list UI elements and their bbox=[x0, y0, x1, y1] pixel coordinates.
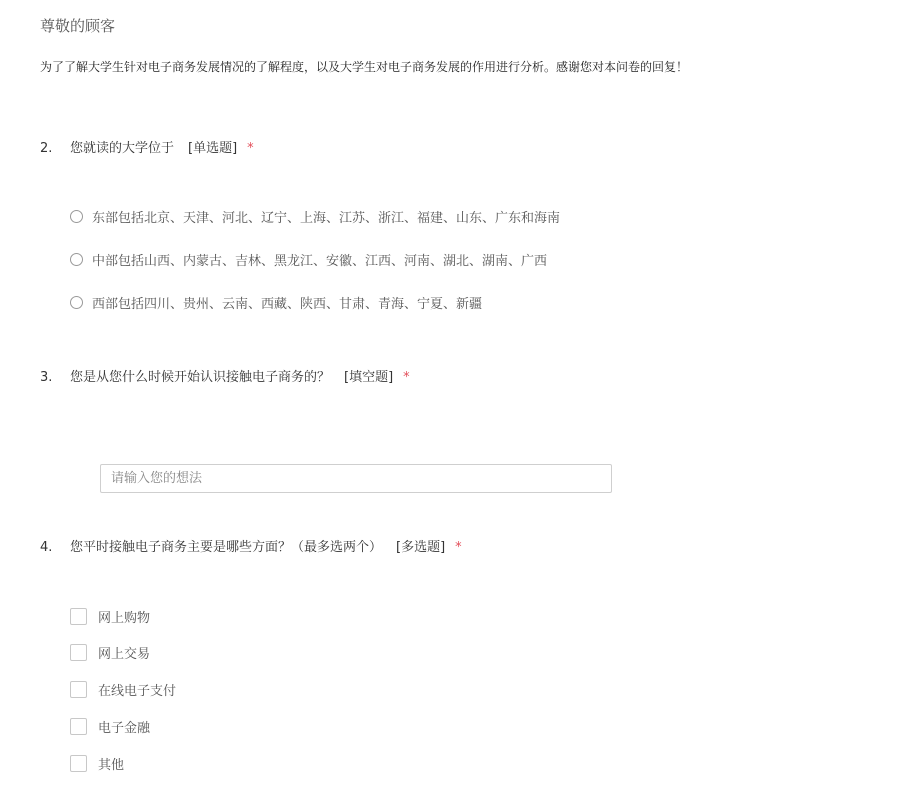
option-label: 网上购物 bbox=[98, 611, 151, 626]
question-3-title bbox=[40, 366, 410, 385]
option-label: 在线电子支付 bbox=[98, 684, 177, 699]
option-label: 网上交易 bbox=[98, 647, 151, 662]
radio-button[interactable] bbox=[70, 253, 83, 266]
checkbox-option-online-trading[interactable] bbox=[70, 643, 150, 662]
radio-button[interactable] bbox=[70, 296, 83, 309]
radio-option-west[interactable] bbox=[70, 293, 482, 312]
question-type: [填空题] bbox=[344, 370, 394, 385]
question-number: 2. bbox=[40, 141, 53, 156]
radio-option-central[interactable] bbox=[70, 250, 547, 269]
checkbox-option-e-finance[interactable] bbox=[70, 717, 150, 736]
checkbox[interactable] bbox=[70, 608, 87, 625]
required-marker: * bbox=[403, 370, 410, 385]
question-text: 您是从您什么时候开始认识接触电子商务的？ bbox=[70, 370, 331, 385]
survey-intro: 为了了解大学生针对电子商务发展情况的了解程度，以及大学生对电子商务发展的作用进行分析。感谢您对本问卷的回复！ bbox=[40, 60, 689, 74]
question-text: 您就读的大学位于 bbox=[70, 141, 175, 156]
answer-text-input[interactable] bbox=[100, 464, 612, 493]
question-number: 4. bbox=[40, 540, 53, 555]
greeting-title: 尊敬的顾客 bbox=[40, 17, 116, 35]
question-number: 3. bbox=[40, 370, 53, 385]
checkbox-option-other[interactable] bbox=[70, 754, 124, 773]
required-marker: * bbox=[455, 540, 462, 555]
checkbox[interactable] bbox=[70, 644, 87, 661]
radio-button[interactable] bbox=[70, 210, 83, 223]
checkbox[interactable] bbox=[70, 718, 87, 735]
checkbox[interactable] bbox=[70, 755, 87, 772]
question-text: 您平时接触电子商务主要是哪些方面？（最多选两个） bbox=[70, 540, 383, 555]
question-type: [多选题] bbox=[396, 540, 446, 555]
radio-option-east[interactable] bbox=[70, 207, 560, 226]
checkbox-option-online-payment[interactable] bbox=[70, 680, 176, 699]
option-label: 中部包括山西、内蒙古、吉林、黑龙江、安徽、江西、河南、湖北、湖南、广西 bbox=[92, 254, 548, 269]
question-type: [单选题] bbox=[188, 141, 238, 156]
checkbox-option-online-shopping[interactable] bbox=[70, 607, 150, 626]
option-label: 东部包括北京、天津、河北、辽宁、上海、江苏、浙江、福建、山东、广东和海南 bbox=[92, 211, 561, 226]
checkbox[interactable] bbox=[70, 681, 87, 698]
required-marker: * bbox=[247, 141, 254, 156]
option-label: 其他 bbox=[98, 758, 125, 773]
option-label: 电子金融 bbox=[98, 721, 151, 736]
question-2-title bbox=[40, 137, 254, 156]
question-4-title bbox=[40, 536, 462, 555]
option-label: 西部包括四川、贵州、云南、西藏、陕西、甘肃、青海、宁夏、新疆 bbox=[92, 297, 483, 312]
